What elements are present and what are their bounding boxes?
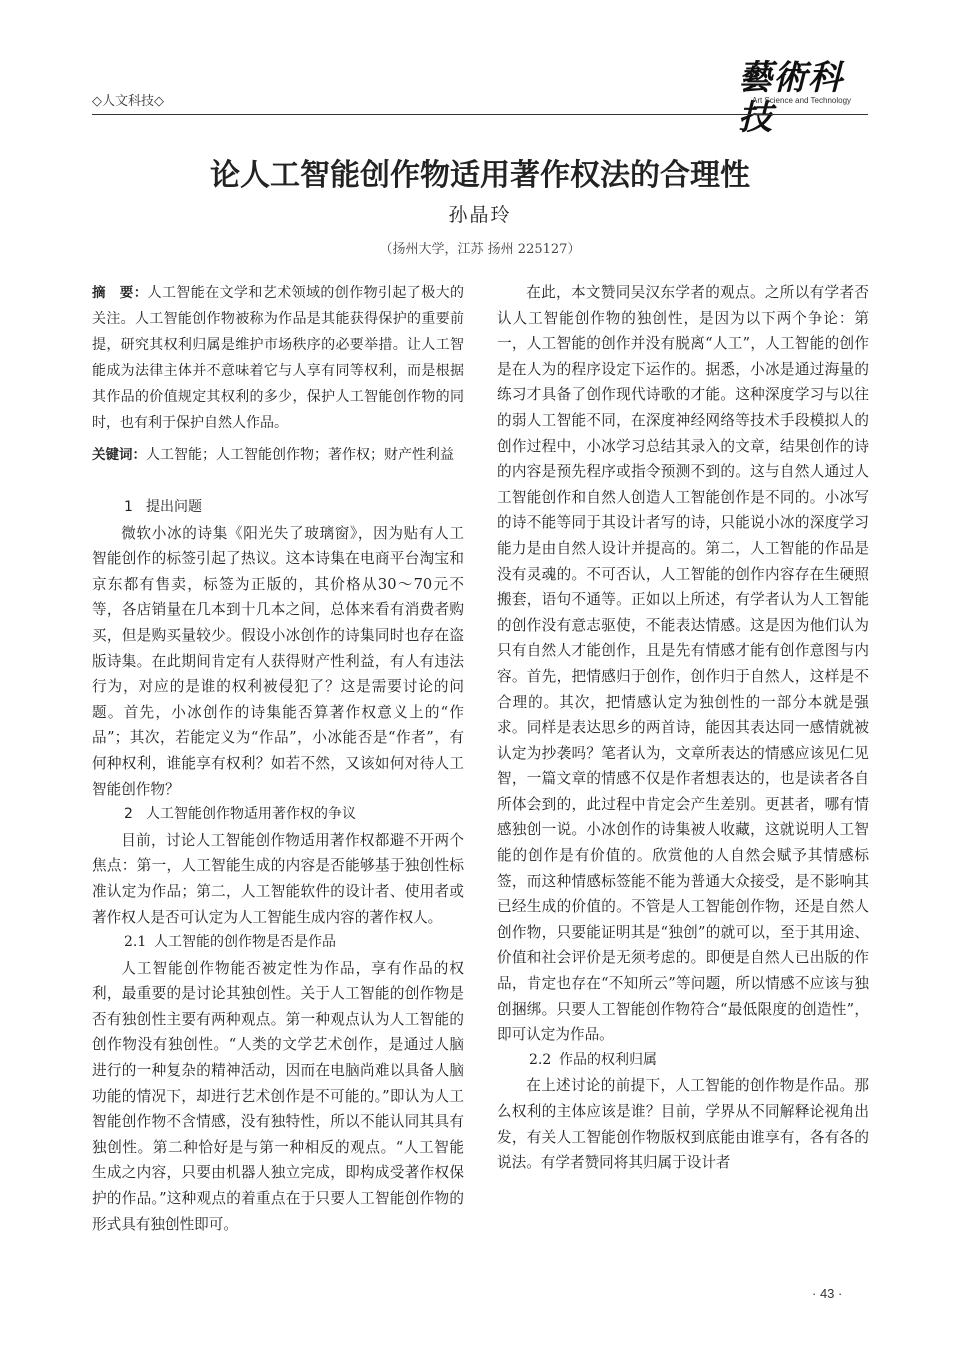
abstract-text: 人工智能在文学和艺术领域的创作物引起了极大的关注。人工智能创作物被称为作品是其能获得保护的重要前提，研究其权利归属是维护市场秩序的必要举措。让人工智能成为法律主体并不意味着它与人享有同等权利，而是根据其作品的价值规定其权利的多少，保护人工智能创作物的同时，也有利于保护自然人作品。 [92,285,465,431]
article-title: 论人工智能创作物适用著作权法的合理性 [210,158,750,193]
section-2-title: 人工智能创作物适用著作权的争议 [146,806,356,823]
section-2-number: 2 [124,806,133,823]
keywords-label: 关键词： [92,447,146,463]
section-2-2-heading [497,1048,869,1074]
journal-logo-cn: 藝術科技 [738,58,843,138]
right-column [497,280,869,1176]
section-1-title: 提出问题 [146,499,202,515]
section-1-number: 1 [124,499,133,515]
page-number: · 43 · [812,1286,843,1301]
section-2-1-title: 人工智能的创作物是否是作品 [154,934,336,951]
journal-section-label: ◇人文科技◇ [92,94,164,109]
section-2-1-heading [92,930,464,956]
section-2-2-number: 2.2 [529,1051,552,1068]
section-2-2-title: 作品的权利归属 [559,1051,657,1068]
abstract-paragraph [92,280,464,436]
section-1-paragraph: 微软小冰的诗集《阳光失了玻璃窗》，因为贴有人工智能创作的标签引起了热议。这本诗集在电商平台淘宝和京东都有售卖，标签为正版的，其价格从30～70元不等，各店销量在几本到十几本之间，总体来看有消费者购买，但是购买量较少。假设小冰创作的诗集同时也存在盗版诗集。在此期间肯定有人获得财产性利益，有人有违法行为，对应的是谁的权利被侵犯了？这是需要讨论的问题。首先，小冰创作的诗集能否算著作权意义上的“作品”；其次，若能定义为“作品”，小冰能否是“作者”，有何种权利，谁能享有权利？如若不然，又该如何对待人工智能创作物？ [92,524,464,798]
journal-logo [738,58,868,138]
header-rule [92,114,868,115]
keywords-text: 人工智能；人工智能创作物；著作权；财产性利益 [146,447,454,463]
keywords-paragraph [92,442,464,468]
section-2-heading [92,802,464,828]
abstract-block [92,280,464,468]
left-column [92,280,464,1237]
journal-logo-en: Art Science and Technology [752,96,852,105]
article-affiliation: （扬州大学，江苏 扬州 225127） [379,242,581,257]
section-2-1-number: 2.1 [124,934,147,951]
section-2-2-paragraph: 在上述讨论的前提下，人工智能的创作物是作品。那么权利的主体应该是谁？目前，学界从不同解释论视角出发，有关人工智能创作物版权到底能由谁享有，各有各的说法。有学者赞同将其归属于设计者 [497,1077,869,1172]
section-2-1-paragraph-1: 人工智能创作物能否被定性为作品，享有作品的权利，最重要的是讨论其独创性。关于人工智能的创作物是否有独创性主要有两种观点。第一种观点认为人工智能的创作物没有独创性。“人类的文学艺术创作，是通过人脑进行的一种复杂的精神活动，因而在电脑尚难以具备人脑功能的情况下，却进行艺术创作是不可能的。”即认为人工智能创作物不含情感，没有独特性，所以不能认同其具有独创性。第二种恰好是与第一种相反的观点。“人工智能生成之内容，只要由机器人独立完成，即构成受著作权保护的作品。”这种观点的着重点在于只要人工智能创作物的形式具有独创性即可。 [92,959,464,1233]
section-2-1-paragraph-2: 在此，本文赞同吴汉东学者的观点。之所以有学者否认人工智能创作物的独创性，是因为以下两个争论：第一，人工智能的创作并没有脱离“人工”，人工智能的创作是在人为的程序设定下运作的。据悉，小冰是通过海量的练习才具备了创作现代诗歌的才能。这种深度学习与以往的弱人工智能不同，在深度神经网络等技术手段模拟人的创作过程中，小冰学习总结其录入的文章，结果创作的诗的内容是预先程序或指令预测不到的。这与自然人通过人工智能创作和自然人创造人工智能创作是不同的。小冰写的诗不能等同于其设计者写的诗，只能说小冰的深度学习能力是由自然人设计并提高的。第二，人工智能的作品是没有灵魂的。不可否认，人工智能的创作内容存在生硬照搬套，语句不通等。正如以上所述，有学者认为人工智能的创作没有意志驱使，不能表达情感。这是因为他们认为只有自然人才能创作，且是先有情感才能有创作意图与内容。首先，把情感归于创作，创作归于自然人，这样是不合理的。其次，把情感认定为独创性的一部分本就是强求。同样是表达思乡的两首诗，能因其表达同一感情就被认定为抄袭吗？笔者认为，文章所表达的情感应该见仁见智，一篇文章的情感不仅是作者想表达的，也是读者各自所体会到的，此过程中肯定会产生差别。更甚者，哪有情感独创一说。小冰创作的诗集被人收藏，这就说明人工智能的创作是有价值的。欣赏他的人自然会赋予其情感标签，而这种情感标签能不能为普通大众接受，是不影响其已经生成的价值的。不管是人工智能创作物，还是自然人创作物，只要能证明其是“独创”的就可以，至于其用途、价值和社会评价是无须考虑的。即便是自然人已出版的作品，肯定也存在“不知所云”等问题，所以情感不应该与独创捆绑。只要人工智能创作物符合“最低限度的创造性”，即可认定为作品。 [497,284,869,1044]
section-2-paragraph: 目前，讨论人工智能创作物适用著作权都避不开两个焦点：第一，人工智能生成的内容是否能够基于独创性标准认定为作品；第二，人工智能软件的设计者、使用者或著作权人是否可认定为人工智能生成内容的著作权人。 [92,831,464,926]
abstract-label: 摘 要： [92,285,148,301]
section-1-heading [92,495,464,521]
article-author: 孙晶玲 [448,204,512,226]
